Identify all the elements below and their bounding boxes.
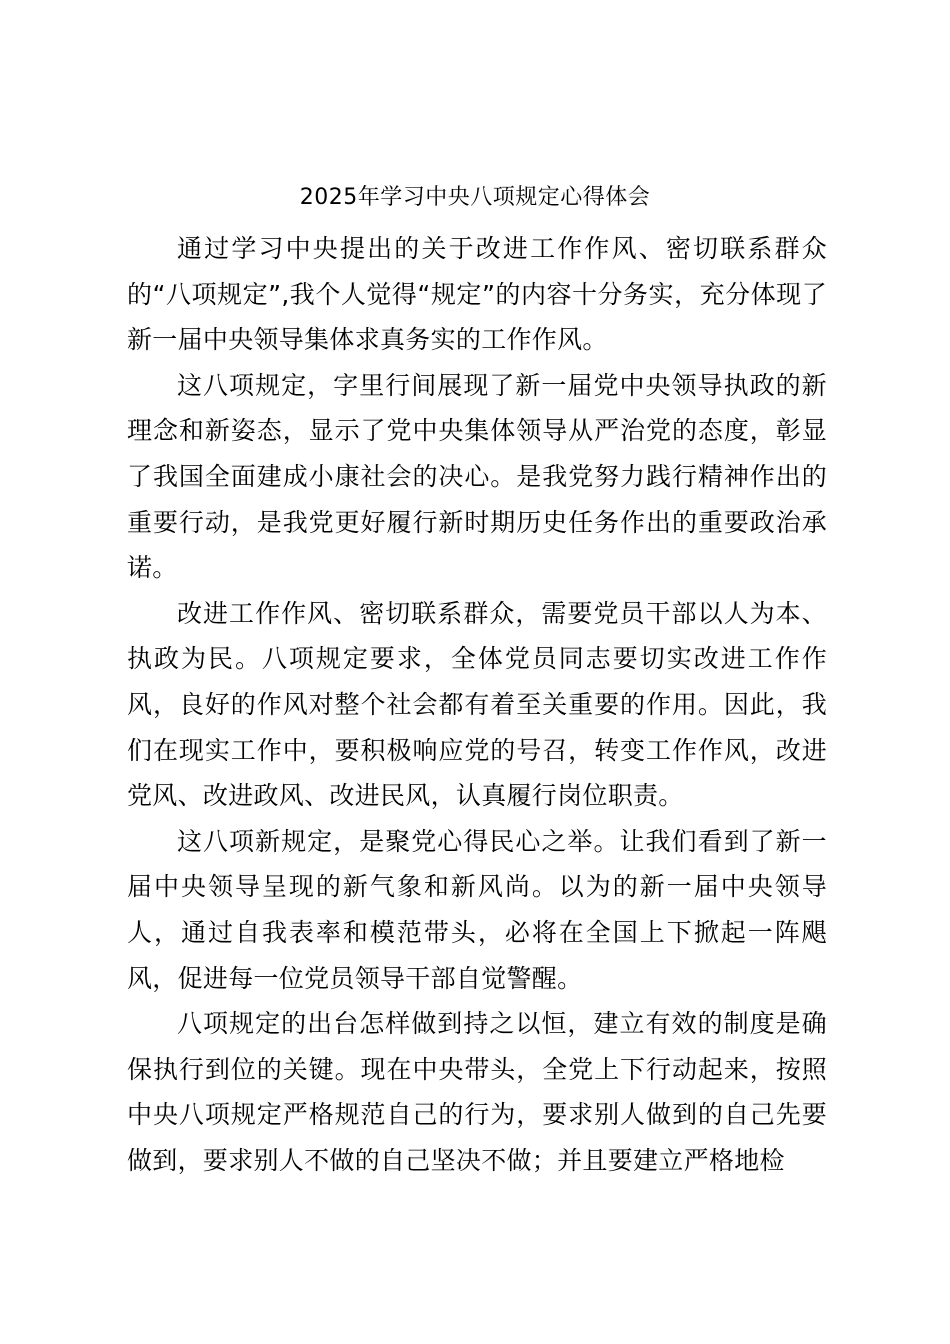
paragraph-5: 八项规定的出台怎样做到持之以恒，建立有效的制度是确保执行到位的关键。现在中央带头，全党上下行动起来，按照中央八项规定严格规范自己的行为，要求别人做到的自己先要做到，要求别人不做的自己坚决不做；并且要建立严格地检 [127, 1009, 827, 1175]
document-title: 2025年学习中央八项规定心得体会 [299, 185, 651, 210]
paragraph-4: 这八项新规定，是聚党心得民心之举。让我们看到了新一届中央领导呈现的新气象和新风尚。以为的新一届中央领导人，通过自我表率和模范带头，必将在全国上下掀起一阵飓风，促进每一位党员领导干部自觉警醒。 [127, 826, 827, 993]
document-body [127, 226, 827, 1183]
paragraph-3: 改进工作作风、密切联系群众，需要党员干部以人为本、执政为民。八项规定要求，全体党员同志要切实改进工作作风，良好的作风对整个社会都有着至关重要的作用。因此，我们在现实工作中，要积极响应党的号召，转变工作作风，改进党风、改进政风、改进民风，认真履行岗位职责。 [127, 598, 827, 811]
paragraph-2: 这八项规定，字里行间展现了新一届党中央领导执政的新理念和新姿态，显示了党中央集体领导从严治党的态度，彰显了我国全面建成小康社会的决心。是我党努力践行精神作出的重要行动，是我党更好履行新时期历史任务作出的重要政治承诺。 [127, 370, 827, 583]
paragraph-1: 通过学习中央提出的关于改进工作作风、密切联系群众的“八项规定”,我个人觉得“规定”的内容十分务实，充分体现了新一届中央领导集体求真务实的工作作风。 [127, 234, 827, 355]
